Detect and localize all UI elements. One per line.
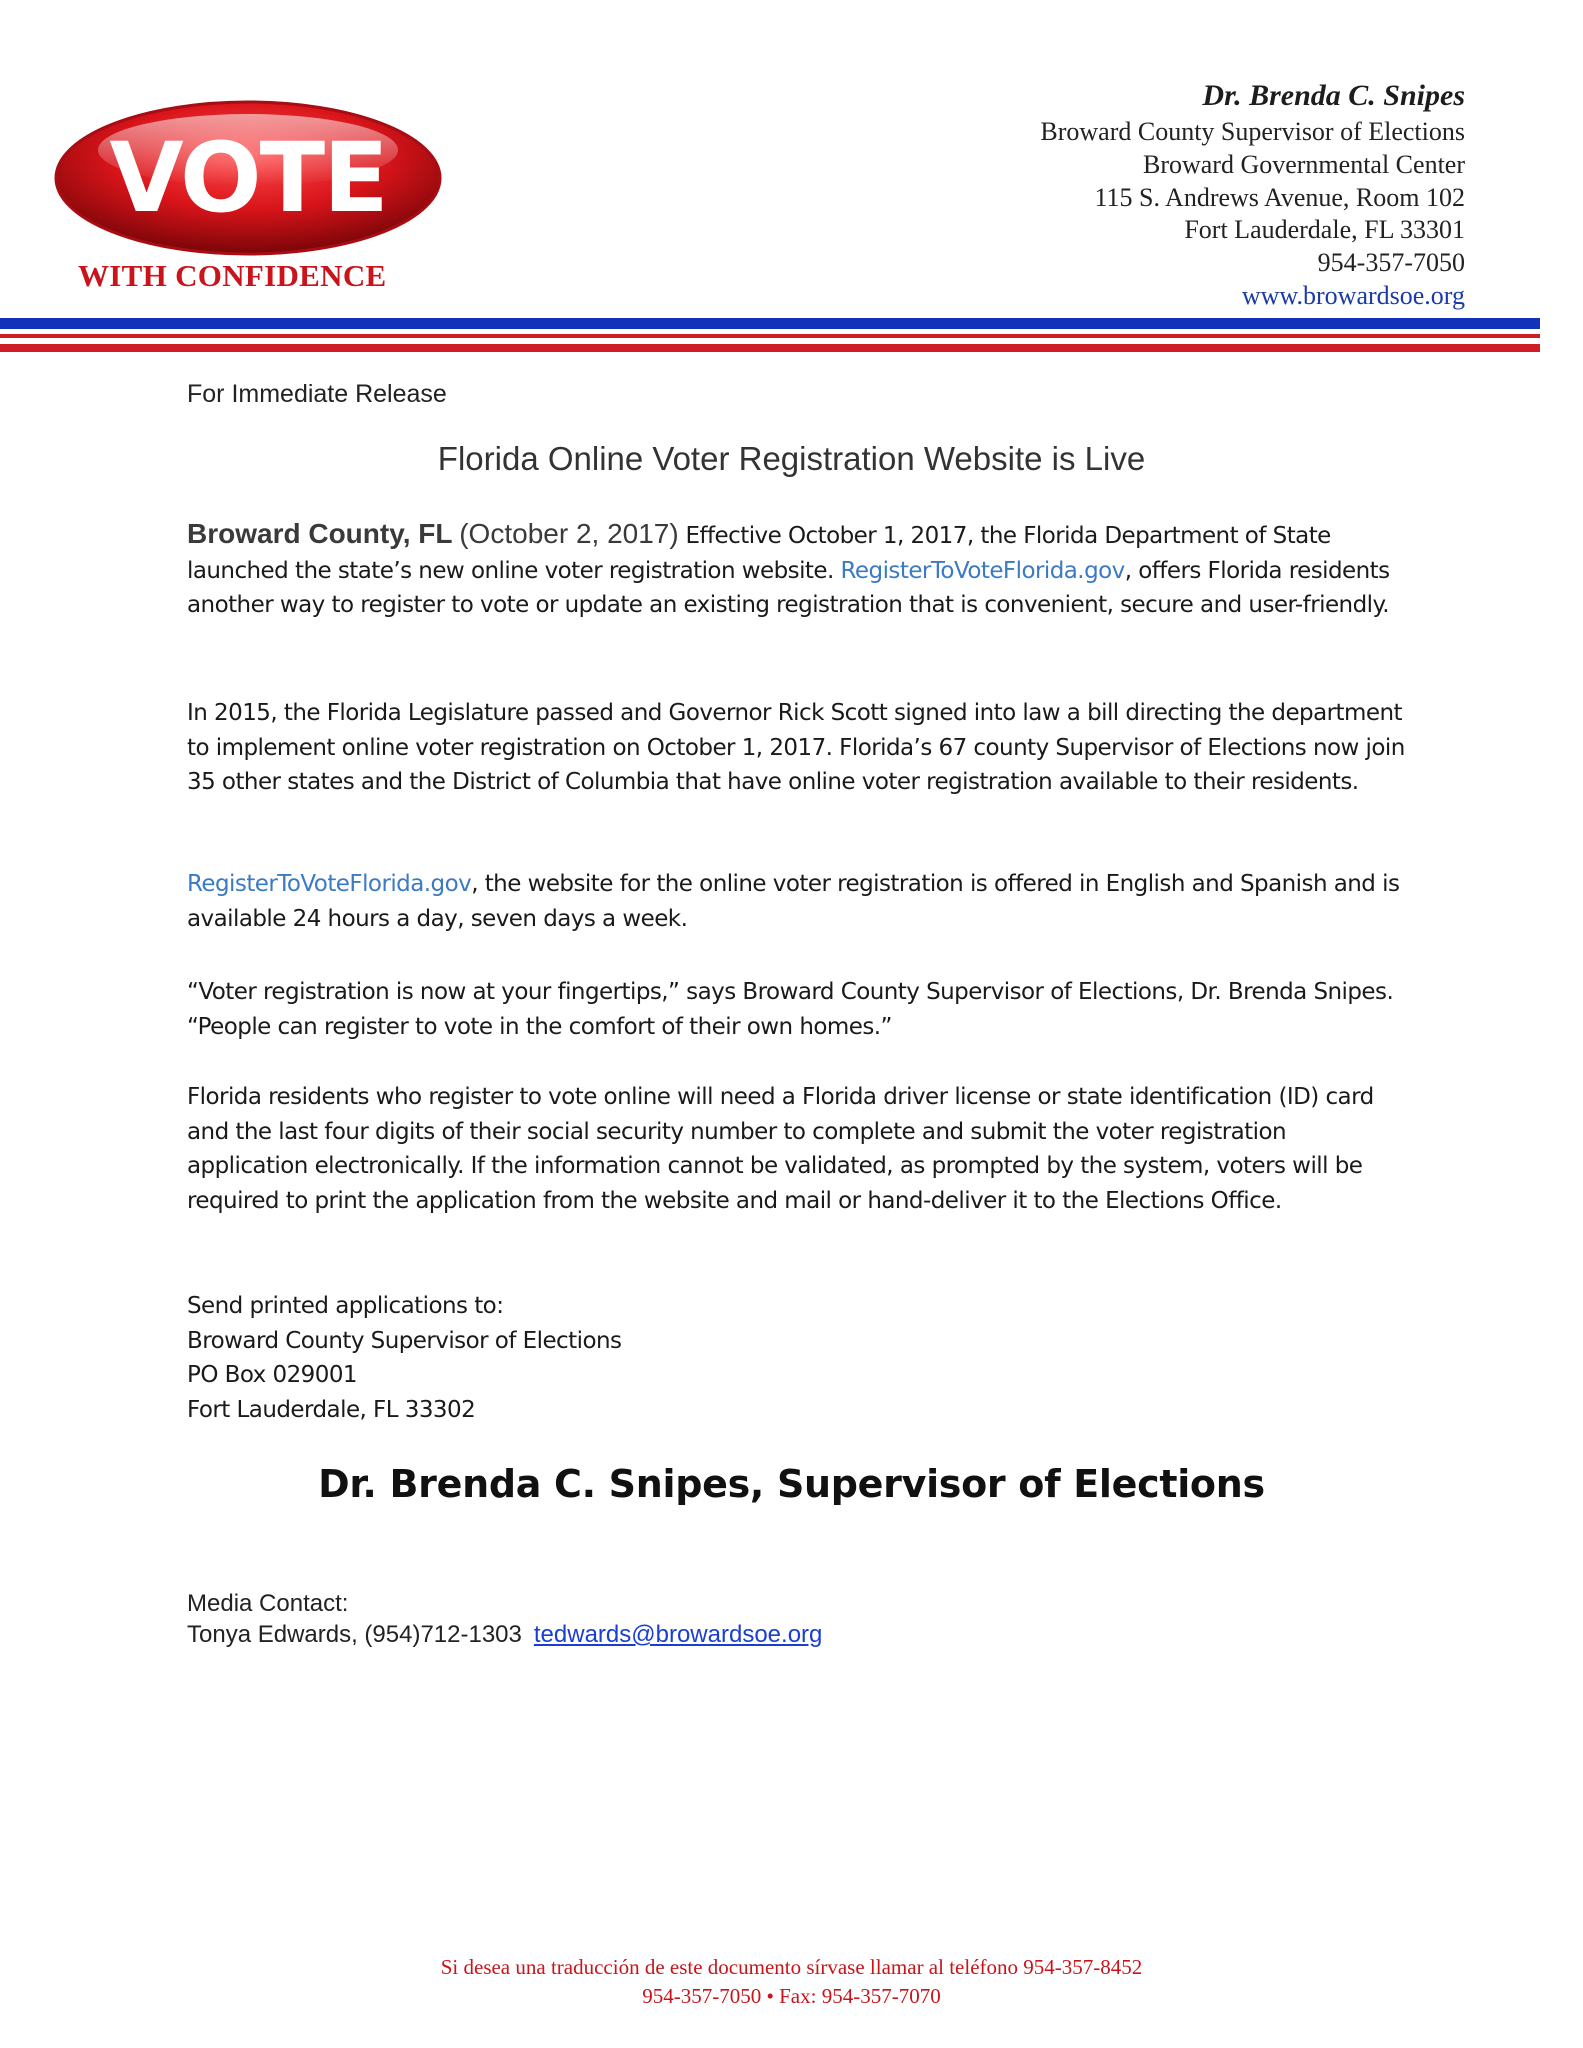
letterhead-line: Broward Governmental Center (1142, 149, 1465, 179)
paragraph-text: , offers Florida residents another way to register to vote or update an existing registration that is convenient, secure and user-friendly. (187, 557, 1390, 619)
dateline-location: Broward County, FL (187, 518, 453, 549)
media-contact-label: Media Contact: (187, 1590, 349, 1617)
dateline-date: (October 2, 2017) (459, 518, 679, 549)
vote-word: VOTE (109, 122, 387, 234)
register-link[interactable]: RegisterToVoteFlorida.gov (840, 557, 1125, 584)
letterhead-line: 954-357-7050 (1317, 248, 1465, 278)
letterhead-line: Fort Lauderdale, FL 33301 (1184, 215, 1465, 245)
letterhead-name: Dr. Brenda C. Snipes (1202, 79, 1465, 112)
paragraph-2: In 2015, the Florida Legislature passed and Governor Rick Scott signed into law a bill directing the department to implement online voter registration on October 1, 2017. Florida’s 67 county Supervisor of Elections now join 35 other states and the District of Columbia that have online voter registration available to their residents. (187, 700, 1405, 796)
media-contact-person: Tonya Edwards, (954)712-1303 (187, 1621, 522, 1648)
mailing-address (187, 1289, 1412, 1427)
divider-blue (0, 318, 1540, 329)
media-email-link[interactable]: tedwards@browardsoe.org (533, 1621, 823, 1648)
paragraph-3 (187, 867, 1412, 936)
signature: Dr. Brenda C. Snipes, Supervisor of Elections (318, 1462, 1265, 1506)
footer-translation-line: Si desea una traducción de este documento sírvase llamar al teléfono 954-357-8452 (440, 1955, 1143, 1979)
letterhead-website-link[interactable]: www.browardsoe.org (1241, 280, 1465, 310)
letterhead-line: 115 S. Andrews Avenue, Room 102 (1094, 182, 1465, 212)
headline: Florida Online Voter Registration Website is Live (437, 440, 1146, 477)
divider-red-thick (0, 344, 1540, 352)
vote-logo (52, 98, 444, 270)
mailing-line: Send printed applications to: (187, 1293, 504, 1319)
media-contact (187, 1588, 822, 1650)
paragraph-text: Effective October 1, 2017, the Florida Department of State launched the state’s new online voter registration website. (187, 523, 1331, 584)
release-label: For Immediate Release (187, 380, 447, 408)
mailing-line: Broward County Supervisor of Elections (187, 1327, 622, 1354)
footer-phone-line: 954-357-7050 • Fax: 954-357-7070 (642, 1984, 941, 2008)
logo-tagline: WITH CONFIDENCE (78, 258, 387, 293)
paragraph-4: “Voter registration is now at your fingertips,” says Broward County Supervisor of Elections, Dr. Brenda Snipes. “People can register to vote in the comfort of their own homes.” (187, 979, 1394, 1040)
letterhead (845, 78, 1465, 313)
footer (0, 1953, 1583, 2011)
divider-red-thin (0, 334, 1540, 338)
paragraph-5: Florida residents who register to vote online will need a Florida driver license or state identification (ID) card and the last four digits of their social security number to complete and submit the voter registration application electronically. If the information cannot be validated, as prompted by the system, voters will be required to print the application from the website and mail or hand-deliver it to the Elections Office. (187, 1084, 1374, 1214)
paragraph-text: , the website for the online voter registration is offered in English and Spanish and is available 24 hours a day, seven days a week. (187, 871, 1400, 932)
vote-oval-icon (52, 98, 444, 258)
mailing-line: Fort Lauderdale, FL 33302 (187, 1396, 476, 1423)
letterhead-line: Broward County Supervisor of Elections (1040, 117, 1465, 146)
register-link[interactable]: RegisterToVoteFlorida.gov (187, 871, 472, 897)
paragraph-1 (187, 517, 1412, 623)
mailing-line: PO Box 029001 (187, 1362, 357, 1389)
